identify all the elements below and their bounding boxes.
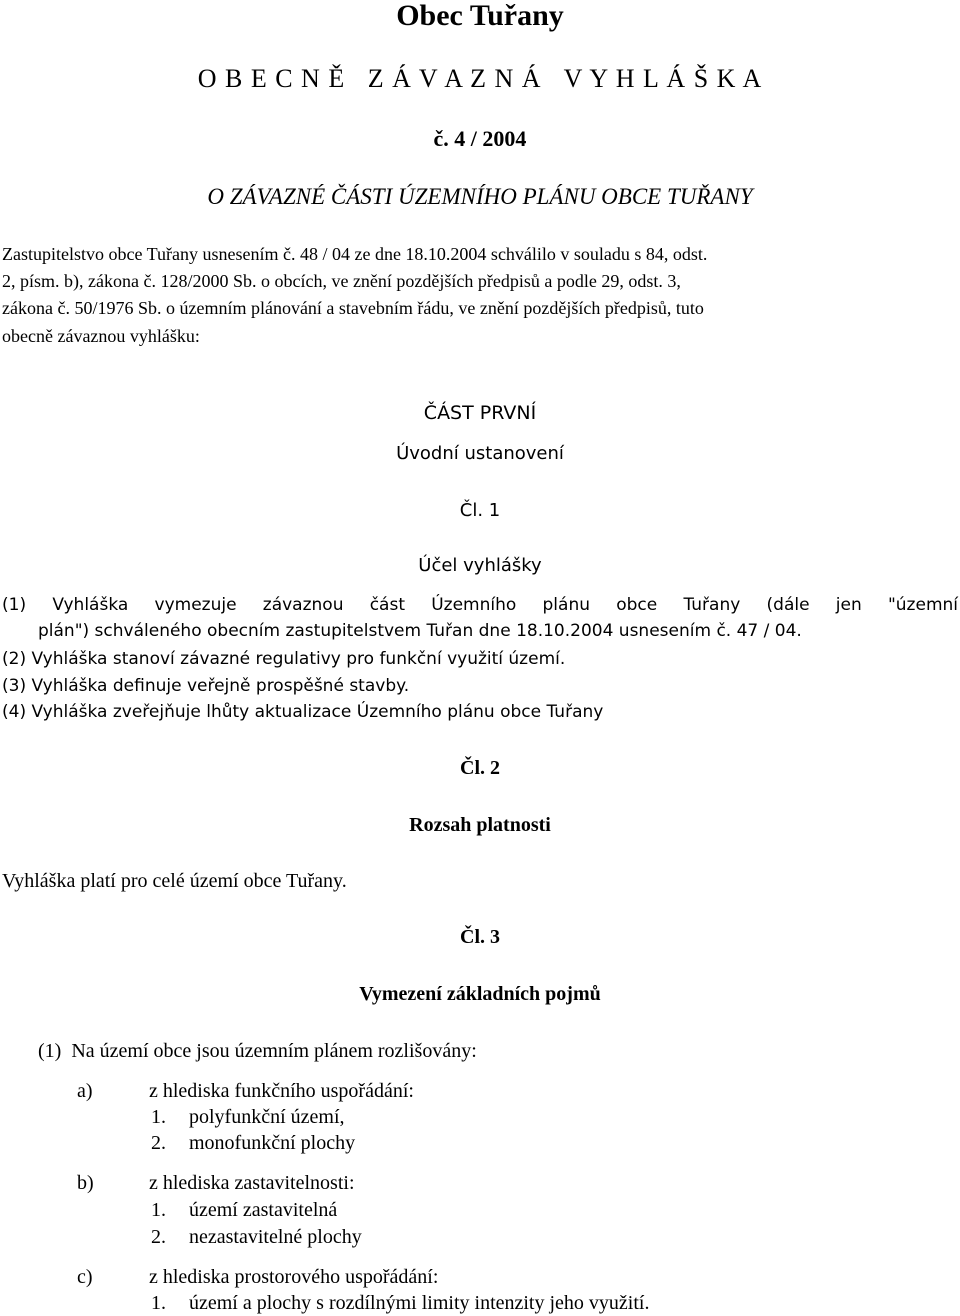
article-3-title: Vymezení základních pojmů [359,983,601,1005]
group-a-item-2-number: 2. [151,1132,166,1154]
document-subject: O ZÁVAZNÉ ČÁSTI ÚZEMNÍHO PLÁNU OBCE TUŘANY [207,184,753,209]
article-2-text: Vyhláška platí pro celé území obce Tuřany. [2,870,347,892]
article-3-number: Čl. 3 [460,926,500,948]
group-b-letter: b) [77,1172,94,1194]
group-a-item-1-number: 1. [151,1106,166,1128]
article-2-title: Rozsah platnosti [409,814,551,836]
group-b-item-1-text: území zastavitelná [189,1199,338,1221]
part-one-heading: ČÁST PRVNÍ [423,402,537,424]
article-1-paragraph-4: (4) Vyhláška zveřejňuje lhůty aktualizace Územního plánu obce Tuřany [2,702,604,722]
group-b-item-2-number: 2. [151,1226,166,1248]
article-1-paragraph-3: (3) Vyhláška definuje veřejně prospěšné stavby. [2,676,410,696]
group-a-item-1-text: polyfunkční území, [189,1106,345,1128]
group-b-item-1-number: 1. [151,1199,166,1221]
group-c-letter: c) [77,1266,93,1288]
article-1-paragraph-1-line-2: plán") schváleného obecním zastupitelstvem Tuřan dne 18.10.2004 usnesením č. 47 / 04. [38,621,802,641]
preamble-line-4: obecně závaznou vyhlášku: [2,326,200,346]
article-1-paragraph-2: (2) Vyhláška stanoví závazné regulativy pro funkční využití území. [2,649,566,669]
group-a-letter: a) [77,1080,93,1102]
part-one-subheading: Úvodní ustanovení [396,443,564,464]
article-3-intro: (1) Na území obce jsou územním plánem rozlišovány: [38,1040,477,1062]
preamble-line-2: 2, písm. b), zákona č. 128/2000 Sb. o obcích, ve znění pozdějších předpisů a podle 29, odst. 3, [2,271,681,291]
article-1-title: Účel vyhlášky [418,555,542,576]
group-a-item-2-text: monofunkční plochy [189,1132,356,1154]
group-c-item-1-number: 1. [151,1292,166,1314]
preamble-line-3: zákona č. 50/1976 Sb. o územním plánování a stavebním řádu, ve znění pozdějších předpisů, tuto [2,298,704,318]
article-2-number: Čl. 2 [460,757,500,779]
preamble-line-1: Zastupitelstvo obce Tuřany usnesením č. 48 / 04 ze dne 18.10.2004 schválilo v souladu s 84, odst. [2,244,708,264]
municipality-title: Obec Tuřany [396,0,564,32]
group-b-item-2-text: nezastavitelné plochy [189,1226,362,1248]
article-1-number: Čl. 1 [459,500,501,521]
article-1-paragraph-1-line-1: (1) Vyhláška vymezuje závaznou část Územního plánu obce Tuřany (dále jen "územní [2,595,958,615]
group-a-heading: z hlediska funkčního uspořádání: [149,1080,414,1102]
document-type-heading: O B E C N Ě Z Á V A Z N Á V Y H L Á Š K A [197,64,763,93]
group-c-heading: z hlediska prostorového uspořádání: [149,1266,439,1288]
group-b-heading: z hlediska zastavitelnosti: [149,1172,355,1194]
document-number: č. 4 / 2004 [433,126,527,151]
group-c-item-1-text: území a plochy s rozdílnými limity intenzity jeho využití. [189,1292,650,1314]
